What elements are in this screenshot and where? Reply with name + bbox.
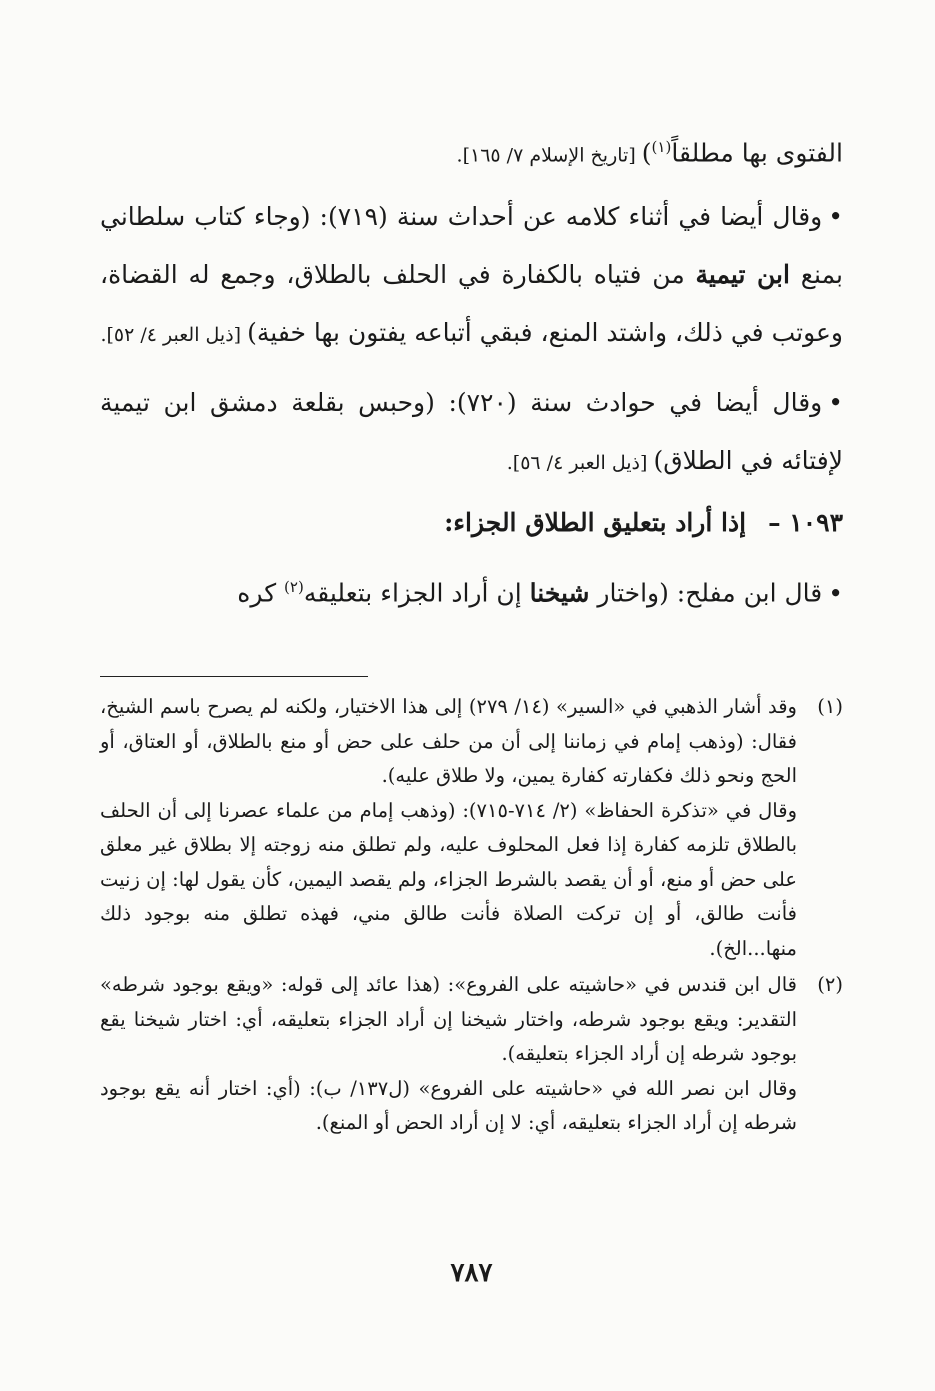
footnote-paragraph: وقال ابن نصر الله في «حاشيته على الفروع» (ل١٣٧/ ب): (أي: اختار أنه يقع بوجود شرطه إن أراد الجزاء بتعليقه، أي: لا إن أراد الحض أو المنع). — [100, 1076, 798, 1134]
footnote-ref-1[interactable]: (١) — [651, 138, 672, 156]
book-page — [100, 0, 843, 1391]
paragraph-text: وقال أيضا في حوادث سنة (٧٢٠): (وحبس بقلعة دمشق ابن تيمية لإفتائه في الطلاق) — [100, 388, 843, 476]
paragraph-text: وقال أيضا في أثناء كلامه عن أحداث سنة (٧١٩): (وجاء كتاب سلطاني بمنع — [100, 202, 843, 290]
bullet-icon: • — [828, 202, 843, 232]
footnote-paragraph: وقد أشار الذهبي في «السير» (١٤/ ٢٧٩) إلى هذا الاختيار، ولكنه لم يصرح باسم الشيخ، فقال: (وذهب إمام في زماننا إلى أن من حلف على حض أو منع بالطلاق، أو العتاق، أو الحج ونحو ذلك فكفارته كفارة يمين، ولا طلاق عليه). — [100, 695, 797, 787]
footnote-number: (١) — [817, 695, 843, 718]
source-citation: [ذيل العبر ٤/ ٥٦]. — [506, 452, 654, 475]
paragraph-720 — [100, 374, 843, 492]
footnote-paragraph: قال ابن قندس في «حاشيته على الفروع»: (هذا عائد إلى قوله: «ويقع بوجود شرطه» التقدير: ويقع بوجود شرطه، واختار شيخنا إن أراد الجزاء بتعليقه، أي: اختار شيخنا يقع بوجود شرطه إن أراد الجزاء بتعليقه). — [100, 973, 797, 1065]
paragraph-text: إن أراد الجزاء بتعليقه — [303, 578, 530, 608]
highlighted-name: ابن تيمية — [695, 260, 790, 290]
footnote-paragraph: وقال في «تذكرة الحفاظ» (٢/ ٧١٤-٧١٥): (وذهب إمام من علماء عصرنا إلى أن الحلف بالطلاق تلزمه كفارة إذا فعل المحلوف عليه، ولم تطلق منه زوجته إلا بطلاق غير معلق على حض أو منع، أو أن يقصد بالشرط الجزاء، ولم يقصد اليمين، كأن يقول لها: إن زنيت فأنت طالق، أو إن تركت الصلاة فأنت طالق مني، فهذه تطلق منه بوجود ذلك منها...الخ). — [100, 798, 797, 960]
footnote-divider — [100, 676, 368, 677]
source-citation: [ذيل العبر ٤/ ٥٢]. — [100, 324, 248, 347]
paragraph-text: كره — [237, 578, 285, 608]
footnote-ref-2[interactable]: (٢) — [284, 578, 304, 597]
footnote-2 — [100, 968, 843, 1141]
footnote-body — [100, 968, 797, 1141]
footnote-body — [100, 690, 797, 966]
section-number: ١٠٩٣ – — [768, 508, 843, 538]
footnotes — [100, 690, 843, 1143]
footnote-number: (٢) — [817, 973, 843, 996]
bullet-icon: • — [828, 578, 843, 608]
paragraph-continuation — [100, 118, 843, 184]
page-number: ٧٨٧ — [450, 1258, 493, 1288]
main-text — [100, 118, 843, 623]
section-title: إذا أراد بتعليق الطلاق الجزاء: — [444, 508, 747, 538]
paragraph-text: قال ابن مفلح: (واختار — [589, 578, 823, 608]
highlighted-name: شيخنا — [529, 578, 590, 608]
source-citation: [تاريخ الإسلام ٧/ ١٦٥]. — [456, 144, 642, 167]
paragraph-ibn-muflih — [100, 558, 843, 622]
paragraph-text: ) — [641, 138, 652, 168]
paragraph-text: من فتياه بالكفارة في الحلف بالطلاق، وجمع له القضاة، وعوتب في ذلك، واشتد المنع، فبقي أتباعه يفتون بها خفية) — [100, 260, 843, 348]
section-heading — [100, 494, 843, 552]
paragraph-text: الفتوى بها مطلقاً — [671, 138, 843, 168]
bullet-icon: • — [828, 388, 843, 418]
footnote-1 — [100, 690, 843, 966]
paragraph-719 — [100, 188, 843, 364]
